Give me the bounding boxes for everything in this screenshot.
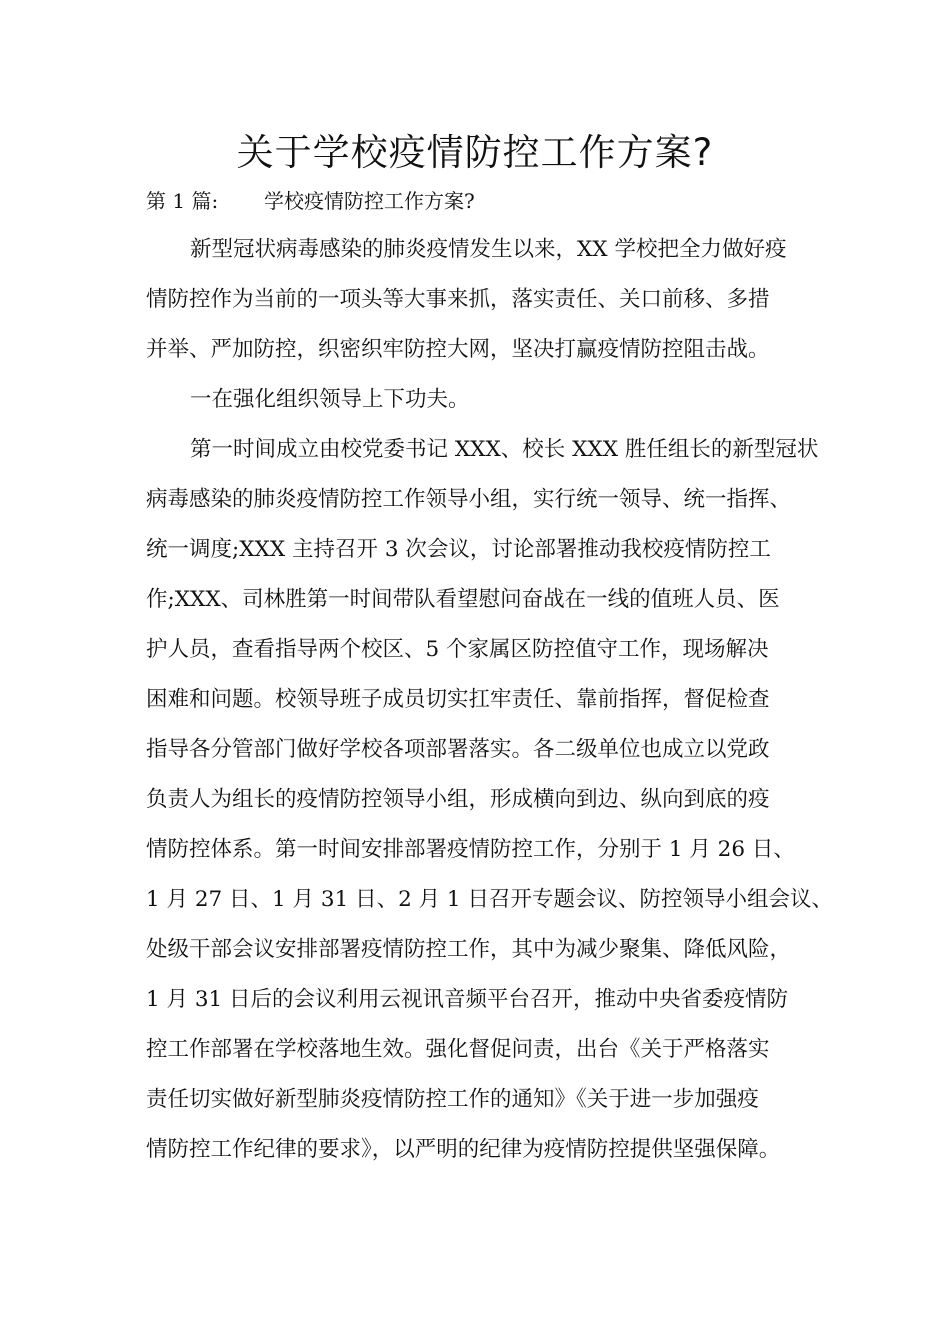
paragraph-line: 1 月 27 日、1 月 31 日、2 月 1 日召开专题会议、防控领导小组会议、 [146,887,833,912]
paragraph-line: 负责人为组长的疫情防控领导小组，形成横向到边、纵向到底的疫 [146,787,770,812]
paragraph-line: 处级干部会议安排部署疫情防控工作，其中为减少聚集、降低风险， [146,937,792,962]
paragraph-line: 病毒感染的肺炎疫情防控工作领导小组，实行统一领导、统一指挥、 [146,487,792,512]
paragraph-line: 情防控体系。第一时间安排部署疫情防控工作，分别于 1 月 26 日、 [146,837,795,862]
paragraph-line: 情防控工作纪律的要求》，以严明的纪律为疫情防控提供坚强保障。 [146,1137,781,1162]
document-title: 关于学校疫情防控工作方案? [236,131,714,174]
chapter-label: 第 1 篇: [146,189,219,213]
paragraph-line: 责任切实做好新型肺炎疫情防控工作的通知》《关于进一步加强疫 [146,1087,759,1112]
paragraph-line: 困难和问题。校领导班子成员切实扛牢责任、靠前指挥，督促检查 [146,687,770,712]
paragraph-line: 指导各分管部门做好学校各项部署落实。各二级单位也成立以党政 [146,737,770,762]
paragraph-line: 第一时间成立由校党委书记 XXX、校长 XXX 胜任组长的新型冠状 [190,437,819,462]
paragraph-line: 作;XXX、司林胜第一时间带队看望慰问奋战在一线的值班人员、医 [146,587,780,612]
section-heading: 一在强化组织领导上下功夫。 [190,387,470,412]
paragraph-line: 1 月 31 日后的会议利用云视讯音频平台召开，推动中央省委疫情防 [146,987,789,1012]
paragraph-line: 控工作部署在学校落地生效。强化督促问责，出台《关于严格落实 [146,1037,770,1062]
paragraph-line: 并举、严加防控，织密织牢防控大网，坚决打赢疫情防控阻击战。 [146,337,770,362]
paragraph-line: 护人员，查看指导两个校区、5 个家属区防控值守工作，现场解决 [146,637,769,662]
chapter-title: 学校疫情防控工作方案? [264,189,475,213]
paragraph-line: 统一调度;XXX 主持召开 3 次会议，讨论部署推动我校疫情防控工 [146,537,771,562]
paragraph-line: 新型冠状病毒感染的肺炎疫情发生以来，XX 学校把全力做好疫 [190,237,787,262]
chapter-heading [146,186,475,216]
paragraph-line: 情防控作为当前的一项头等大事来抓，落实责任、关口前移、多措 [146,287,770,312]
